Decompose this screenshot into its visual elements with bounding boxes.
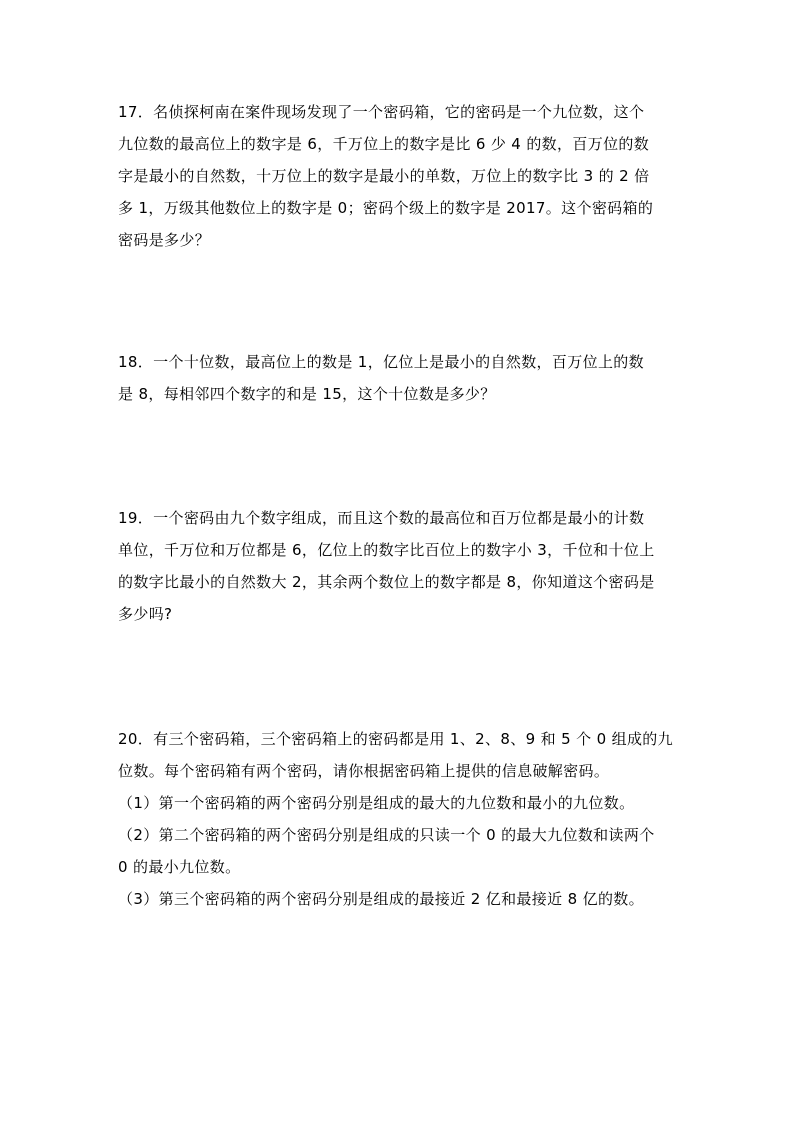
question-20-line-3: （1）第一个密码箱的两个密码分别是组成的最大的九位数和最小的九位数。 xyxy=(118,794,635,812)
question-20-line-2: 位数。每个密码箱有两个密码，请你根据密码箱上提供的信息破解密码。 xyxy=(118,762,610,780)
question-17-line-1: 17．名侦探柯南在案件现场发现了一个密码箱，它的密码是一个九位数，这个 xyxy=(118,103,645,121)
question-19-line-4: 多少吗? xyxy=(118,605,173,623)
question-18 xyxy=(118,346,678,410)
question-19 xyxy=(118,502,678,630)
question-18-line-2: 是 8，每相邻四个数字的和是 15，这个十位数是多少？ xyxy=(118,385,496,403)
question-19-line-2: 单位，千万位和万位都是 6，亿位上的数字比百位上的数字小 3，千位和十位上 xyxy=(118,541,655,559)
question-20-line-1: 20．有三个密码箱，三个密码箱上的密码都是用 1、2、8、9 和 5 个 0 组成的九 xyxy=(118,730,674,748)
question-19-line-1: 19．一个密码由九个数字组成，而且这个数的最高位和百万位都是最小的计数 xyxy=(118,509,645,527)
question-20 xyxy=(118,723,678,915)
question-17 xyxy=(118,96,678,256)
question-18-line-1: 18．一个十位数，最高位上的数是 1，亿位上是最小的自然数，百万位上的数 xyxy=(118,353,645,371)
question-17-line-4: 多 1，万级其他数位上的数字是 0；密码个级上的数字是 2017。这个密码箱的 xyxy=(118,199,654,217)
question-20-line-5: 0 的最小九位数。 xyxy=(118,858,241,876)
question-17-line-5: 密码是多少？ xyxy=(118,231,211,249)
question-20-line-4: （2）第二个密码箱的两个密码分别是组成的只读一个 0 的最大九位数和读两个 xyxy=(118,826,655,844)
question-20-line-6: （3）第三个密码箱的两个密码分别是组成的最接近 2 亿和最接近 8 亿的数。 xyxy=(118,890,645,908)
question-19-line-3: 的数字比最小的自然数大 2，其余两个数位上的数字都是 8，你知道这个密码是 xyxy=(118,573,655,591)
question-17-line-2: 九位数的最高位上的数字是 6，千万位上的数字是比 6 少 4 的数，百万位的数 xyxy=(118,135,650,153)
question-17-line-3: 字是最小的自然数，十万位上的数字是最小的单数，万位上的数字比 3 的 2 倍 xyxy=(118,167,650,185)
